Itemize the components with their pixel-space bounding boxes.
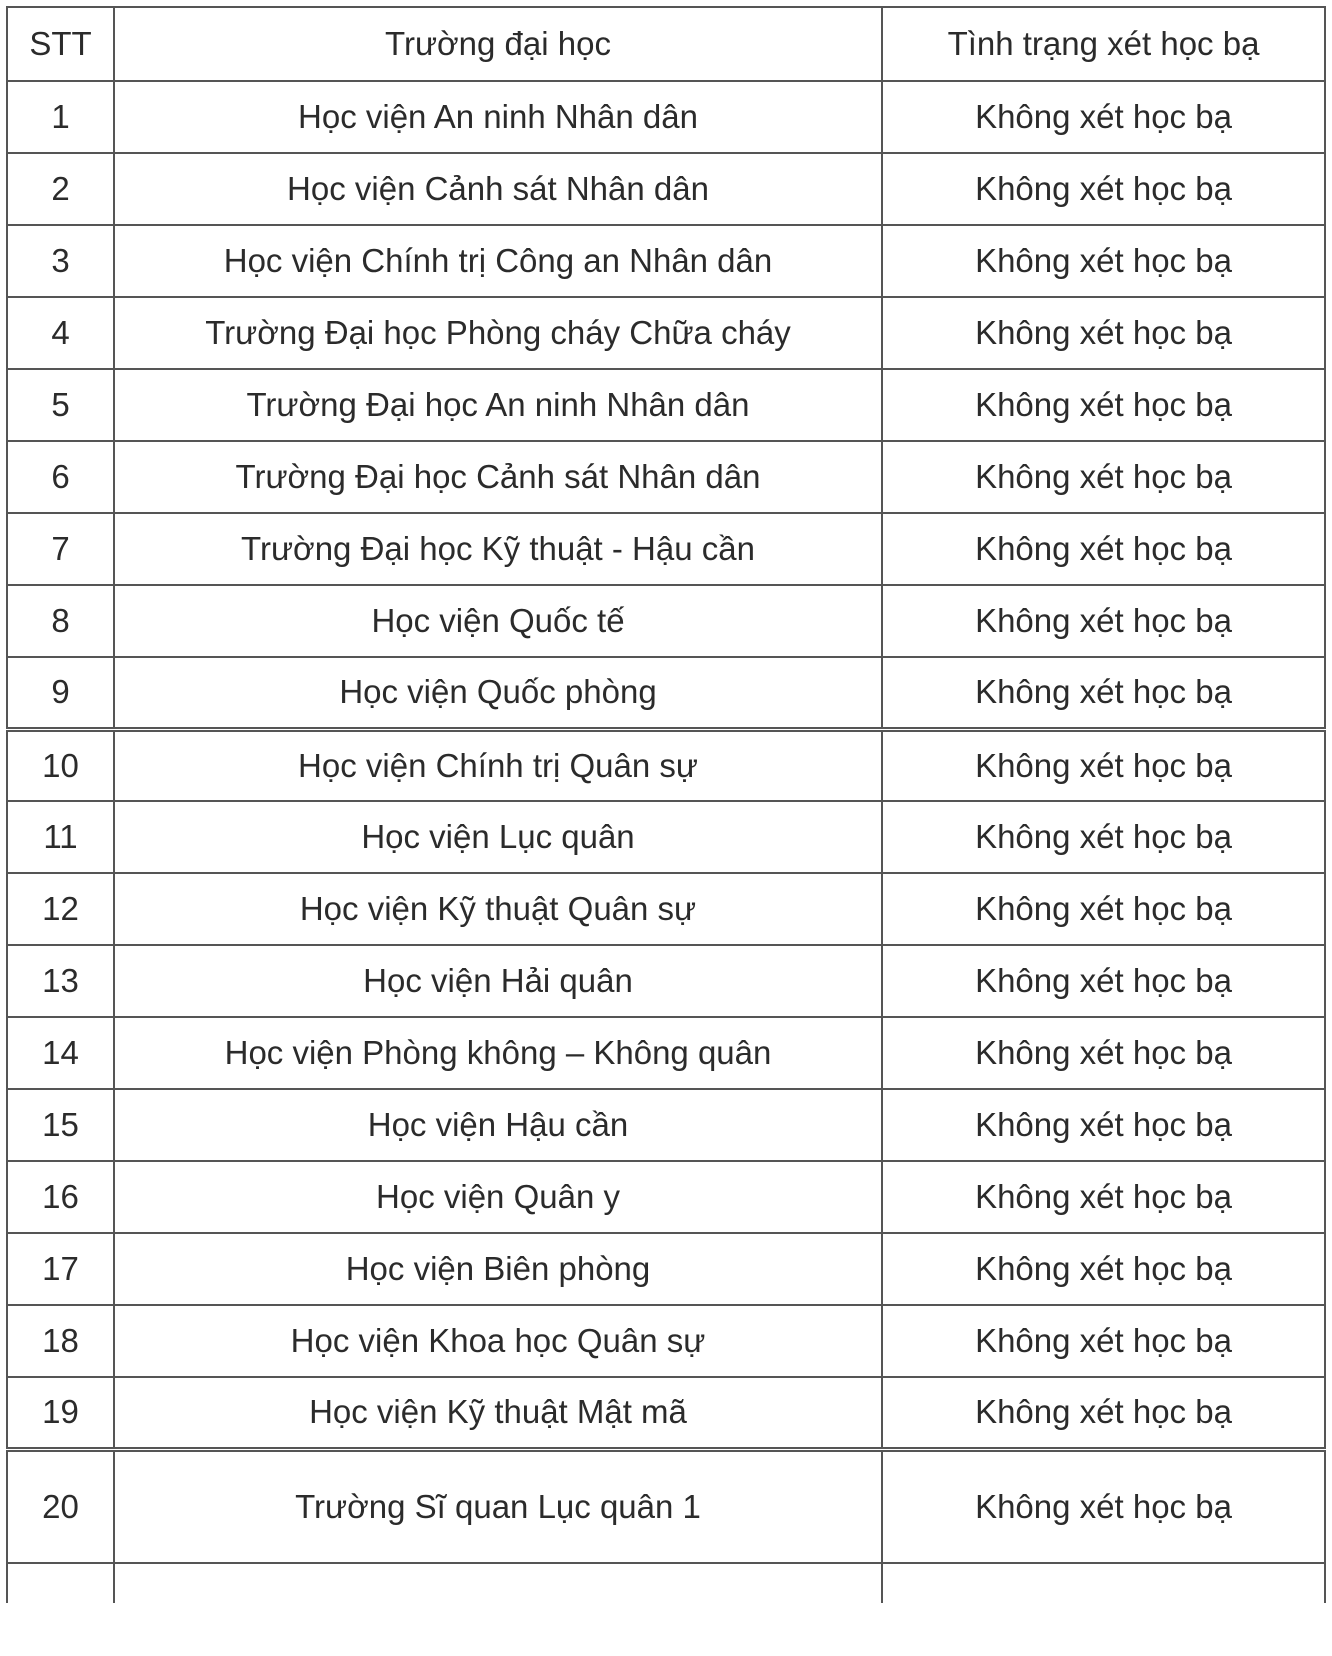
universities-table [6, 6, 1326, 1603]
cell-status: Không xét học bạ [882, 1377, 1325, 1449]
cell-status: Không xét học bạ [882, 1305, 1325, 1377]
cell-stt: 6 [7, 441, 114, 513]
cell-status: Không xét học bạ [882, 585, 1325, 657]
cell-school: Học viện Phòng không – Không quân [114, 1017, 882, 1089]
cell-school: Học viện Chính trị Công an Nhân dân [114, 225, 882, 297]
cell-school: Học viện Lục quân [114, 801, 882, 873]
cell-stt: 18 [7, 1305, 114, 1377]
cell-school: Học viện Quân y [114, 1161, 882, 1233]
cell-stt: 7 [7, 513, 114, 585]
table-row [7, 1233, 1325, 1305]
cell-stt: 8 [7, 585, 114, 657]
cell-school: Học viện Quốc phòng [114, 657, 882, 729]
cell-status: Không xét học bạ [882, 225, 1325, 297]
table-row [7, 513, 1325, 585]
cell-status: Không xét học bạ [882, 1161, 1325, 1233]
cell-school: Học viện Kỹ thuật Quân sự [114, 873, 882, 945]
cell-status: Không xét học bạ [882, 297, 1325, 369]
cell-stt: 9 [7, 657, 114, 729]
cell-school-empty [114, 1563, 882, 1603]
cell-school: Học viện An ninh Nhân dân [114, 81, 882, 153]
cell-stt: 5 [7, 369, 114, 441]
cell-status: Không xét học bạ [882, 657, 1325, 729]
header-status: Tình trạng xét học bạ [882, 7, 1325, 81]
cell-school: Trường Sĩ quan Lục quân 1 [114, 1449, 882, 1563]
table-row-cutoff [7, 1563, 1325, 1603]
table-row [7, 801, 1325, 873]
cell-stt: 1 [7, 81, 114, 153]
cell-status: Không xét học bạ [882, 1089, 1325, 1161]
cell-stt: 13 [7, 945, 114, 1017]
table-row [7, 1305, 1325, 1377]
table-row [7, 945, 1325, 1017]
cell-school: Trường Đại học Phòng cháy Chữa cháy [114, 297, 882, 369]
cell-status: Không xét học bạ [882, 873, 1325, 945]
table-row [7, 1161, 1325, 1233]
cell-status: Không xét học bạ [882, 1449, 1325, 1563]
cell-status: Không xét học bạ [882, 369, 1325, 441]
cell-status: Không xét học bạ [882, 1017, 1325, 1089]
table-row [7, 225, 1325, 297]
cell-school: Học viện Biên phòng [114, 1233, 882, 1305]
table-row [7, 1089, 1325, 1161]
cell-school: Học viện Chính trị Quân sự [114, 729, 882, 801]
cell-stt: 14 [7, 1017, 114, 1089]
table-row [7, 585, 1325, 657]
cell-status: Không xét học bạ [882, 1233, 1325, 1305]
cell-school: Học viện Quốc tế [114, 585, 882, 657]
cell-school: Học viện Kỹ thuật Mật mã [114, 1377, 882, 1449]
cell-stt: 11 [7, 801, 114, 873]
cell-stt: 12 [7, 873, 114, 945]
cell-status: Không xét học bạ [882, 801, 1325, 873]
cell-school: Học viện Khoa học Quân sự [114, 1305, 882, 1377]
table-row [7, 1449, 1325, 1563]
cell-status-empty [882, 1563, 1325, 1603]
cell-stt: 17 [7, 1233, 114, 1305]
table-row [7, 369, 1325, 441]
cell-stt: 4 [7, 297, 114, 369]
header-row [7, 7, 1325, 81]
cell-stt: 10 [7, 729, 114, 801]
cell-school: Học viện Hậu cần [114, 1089, 882, 1161]
cell-stt: 3 [7, 225, 114, 297]
table-row [7, 657, 1325, 729]
cell-school: Trường Đại học Kỹ thuật - Hậu cần [114, 513, 882, 585]
cell-status: Không xét học bạ [882, 81, 1325, 153]
table-row [7, 1377, 1325, 1449]
header-school: Trường đại học [114, 7, 882, 81]
table-row [7, 873, 1325, 945]
cell-status: Không xét học bạ [882, 945, 1325, 1017]
table-row [7, 1017, 1325, 1089]
cell-school: Trường Đại học An ninh Nhân dân [114, 369, 882, 441]
cell-stt: 2 [7, 153, 114, 225]
cell-stt-empty [7, 1563, 114, 1603]
cell-status: Không xét học bạ [882, 513, 1325, 585]
table-row [7, 441, 1325, 513]
cell-stt: 16 [7, 1161, 114, 1233]
cell-status: Không xét học bạ [882, 153, 1325, 225]
table-row [7, 729, 1325, 801]
cell-stt: 15 [7, 1089, 114, 1161]
table-row [7, 297, 1325, 369]
cell-school: Trường Đại học Cảnh sát Nhân dân [114, 441, 882, 513]
cell-stt: 19 [7, 1377, 114, 1449]
header-stt: STT [7, 7, 114, 81]
cell-status: Không xét học bạ [882, 441, 1325, 513]
table-row [7, 81, 1325, 153]
table-row [7, 153, 1325, 225]
cell-status: Không xét học bạ [882, 729, 1325, 801]
cell-stt: 20 [7, 1449, 114, 1563]
cell-school: Học viện Cảnh sát Nhân dân [114, 153, 882, 225]
cell-school: Học viện Hải quân [114, 945, 882, 1017]
